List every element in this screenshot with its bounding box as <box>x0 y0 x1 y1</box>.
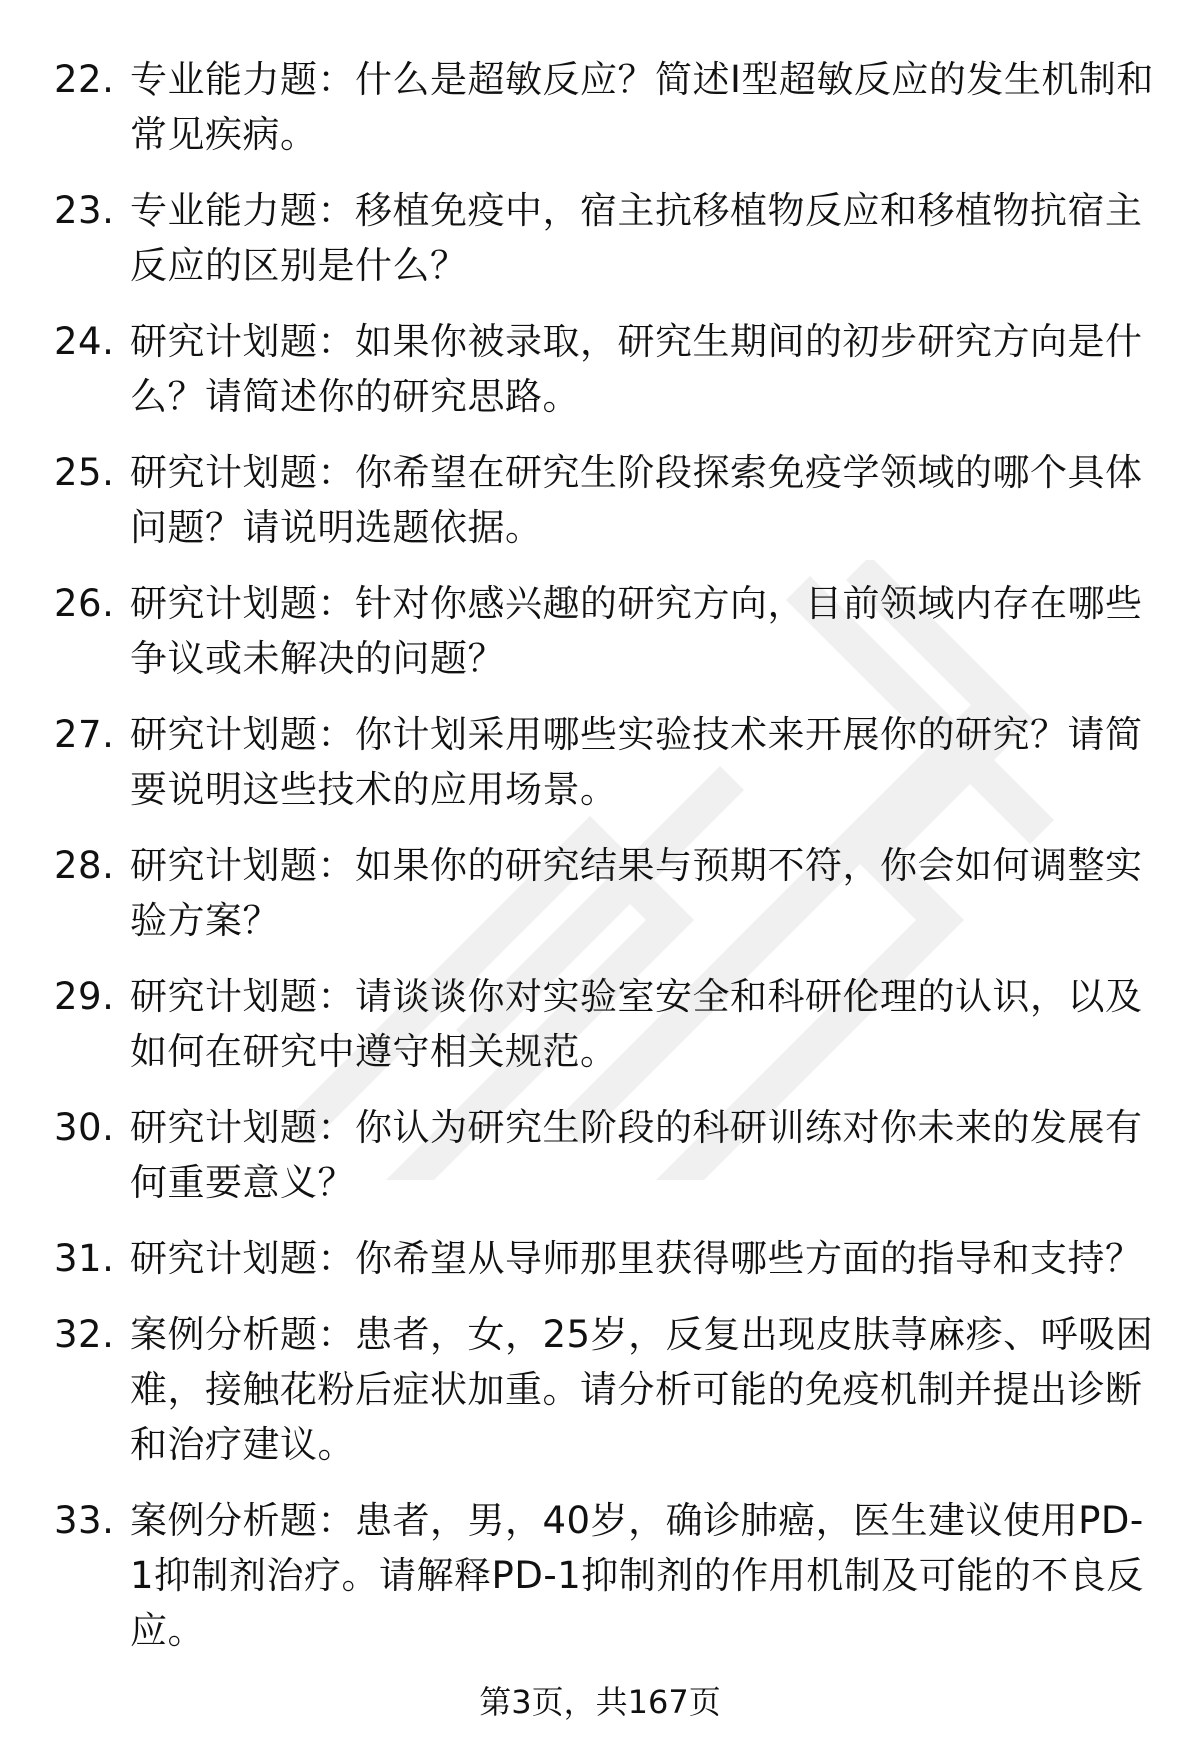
list-item <box>0 969 1200 1079</box>
question-text: 研究计划题：针对你感兴趣的研究方向，目前领域内存在哪些争议或未解决的问题？ <box>130 582 1143 680</box>
list-item <box>0 445 1200 555</box>
list-item <box>0 576 1200 686</box>
question-text: 研究计划题：请谈谈你对实验室安全和科研伦理的认识，以及如何在研究中遵守相关规范。 <box>130 975 1143 1073</box>
question-text: 研究计划题：你认为研究生阶段的科研训练对你未来的发展有何重要意义？ <box>130 1106 1143 1204</box>
list-item <box>0 1493 1200 1658</box>
question-number: 27. <box>54 713 115 756</box>
list-item <box>0 183 1200 293</box>
question-text: 案例分析题：患者，男，40岁，确诊肺癌，医生建议使用PD-1抑制剂治疗。请解释PD-1抑制剂的作用机制及可能的不良反应。 <box>130 1499 1144 1652</box>
list-item <box>0 838 1200 948</box>
question-number: 28. <box>54 844 115 887</box>
question-text: 研究计划题：你希望从导师那里获得哪些方面的指导和支持？ <box>130 1237 1143 1280</box>
question-number: 30. <box>54 1106 115 1149</box>
question-text: 研究计划题：你计划采用哪些实验技术来开展你的研究？请简要说明这些技术的应用场景。 <box>130 713 1143 811</box>
list-item <box>0 1100 1200 1210</box>
list-item <box>0 707 1200 817</box>
question-number: 31. <box>54 1237 115 1280</box>
question-number: 26. <box>54 582 115 625</box>
question-text: 专业能力题：什么是超敏反应？简述I型超敏反应的发生机制和常见疾病。 <box>130 58 1154 156</box>
question-text: 研究计划题：你希望在研究生阶段探索免疫学领域的哪个具体问题？请说明选题依据。 <box>130 451 1143 549</box>
question-number: 33. <box>54 1499 115 1542</box>
question-number: 32. <box>54 1313 115 1356</box>
question-number: 22. <box>54 58 115 101</box>
question-number: 29. <box>54 975 115 1018</box>
question-number: 24. <box>54 320 115 363</box>
list-item <box>0 52 1200 162</box>
question-text: 研究计划题：如果你被录取，研究生期间的初步研究方向是什么？请简述你的研究思路。 <box>130 320 1143 418</box>
question-number: 23. <box>54 189 115 232</box>
list-item <box>0 1231 1200 1286</box>
question-number: 25. <box>54 451 115 494</box>
question-list <box>0 52 1200 1679</box>
list-item <box>0 1307 1200 1472</box>
question-text: 案例分析题：患者，女，25岁，反复出现皮肤荨麻疹、呼吸困难，接触花粉后症状加重。请分析可能的免疫机制并提出诊断和治疗建议。 <box>130 1313 1154 1466</box>
question-text: 研究计划题：如果你的研究结果与预期不符，你会如何调整实验方案？ <box>130 844 1143 942</box>
page-number-footer: 第3页，共167页 <box>479 1683 721 1721</box>
question-text: 专业能力题：移植免疫中，宿主抗移植物反应和移植物抗宿主反应的区别是什么？ <box>130 189 1143 287</box>
list-item <box>0 314 1200 424</box>
